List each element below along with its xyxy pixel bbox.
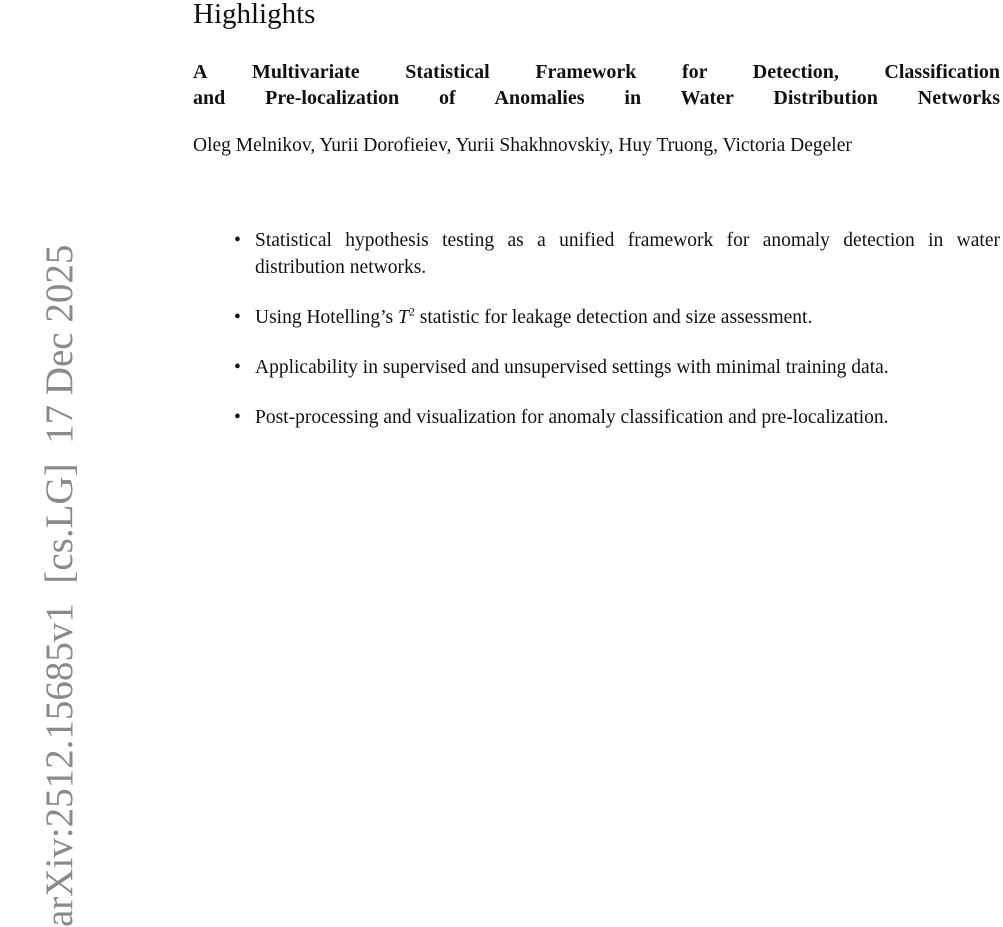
bullet-icon: • xyxy=(234,307,241,328)
highlight-item xyxy=(234,354,1000,381)
math-superscript: 2 xyxy=(408,304,415,319)
arxiv-stamp: arXiv:2512.15685v1 [cs.LG] 17 Dec 2025 xyxy=(38,244,81,927)
highlight-item xyxy=(234,304,1000,331)
highlight-text: Statistical hypothesis testing as a unified framework for anomaly detection in water distribution networks. xyxy=(255,230,1000,278)
highlight-text: Applicability in supervised and unsupervised settings with minimal training data. xyxy=(255,357,889,378)
math-symbol: T xyxy=(398,307,409,328)
title-line: A Multivariate Statistical Framework for Detection, Classification xyxy=(193,61,1000,83)
bullet-icon: • xyxy=(234,357,241,378)
highlight-text: Using Hotelling’s xyxy=(255,307,399,328)
highlight-text: statistic for leakage detection and size assessment. xyxy=(414,307,813,328)
highlights-list xyxy=(234,227,1000,454)
title-line: and Pre-localization of Anomalies in Water Distribution Networks xyxy=(193,87,1000,109)
bullet-icon: • xyxy=(234,407,241,428)
highlight-item xyxy=(234,404,1000,431)
author-list: Oleg Melnikov, Yurii Dorofieiev, Yurii Shakhnovskiy, Huy Truong, Victoria Degeler xyxy=(193,135,852,156)
highlight-text: Post-processing and visualization for anomaly classification and pre-localization. xyxy=(255,407,889,428)
paper-title xyxy=(193,59,1000,111)
highlight-item xyxy=(234,227,1000,281)
bullet-icon: • xyxy=(234,230,241,251)
page-heading: Highlights xyxy=(193,0,316,30)
